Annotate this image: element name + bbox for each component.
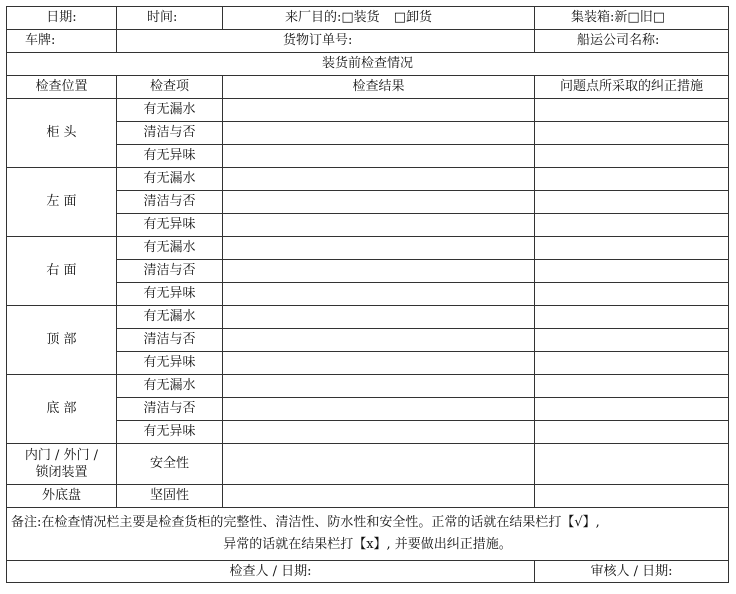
header-row-1 xyxy=(7,7,729,30)
note-cell xyxy=(7,508,729,561)
action-cell[interactable] xyxy=(535,260,729,283)
col-action: 问题点所采取的纠正措施 xyxy=(535,76,729,99)
reviewer-label: 审核人 / 日期: xyxy=(590,564,673,579)
door-action-cell[interactable] xyxy=(535,444,729,485)
check-item: 有无异味 xyxy=(117,145,223,168)
chassis-row xyxy=(7,485,729,508)
check-item: 有无异味 xyxy=(117,214,223,237)
result-cell[interactable] xyxy=(223,145,535,168)
door-position-line2: 锁闭装置 xyxy=(35,465,88,480)
signature-row xyxy=(7,561,729,583)
action-cell[interactable] xyxy=(535,375,729,398)
result-cell[interactable] xyxy=(223,260,535,283)
date-field[interactable] xyxy=(7,7,117,30)
result-cell[interactable] xyxy=(223,214,535,237)
action-cell[interactable] xyxy=(535,214,729,237)
note-line2: 异常的话就在结果栏打【x】, 并要做出纠正措施。 xyxy=(223,537,512,552)
action-cell[interactable] xyxy=(535,329,729,352)
door-row xyxy=(7,444,729,485)
section-title: 装货前检查情况 xyxy=(7,53,729,76)
check-item: 清洁与否 xyxy=(117,329,223,352)
result-cell[interactable] xyxy=(223,283,535,306)
chassis-position: 外底盘 xyxy=(7,485,117,508)
section-title-row xyxy=(7,53,729,76)
inspection-table xyxy=(6,6,729,583)
action-cell[interactable] xyxy=(535,283,729,306)
group-position: 柜 头 xyxy=(7,99,117,168)
result-cell[interactable] xyxy=(223,329,535,352)
chassis-action-cell[interactable] xyxy=(535,485,729,508)
purpose-field xyxy=(223,7,535,30)
chassis-result-cell[interactable] xyxy=(223,485,535,508)
action-cell[interactable] xyxy=(535,306,729,329)
col-position: 检查位置 xyxy=(7,76,117,99)
action-cell[interactable] xyxy=(535,99,729,122)
group-position: 底 部 xyxy=(7,375,117,444)
inspection-row xyxy=(7,375,729,398)
action-cell[interactable] xyxy=(535,191,729,214)
column-header-row xyxy=(7,76,729,99)
action-cell[interactable] xyxy=(535,421,729,444)
door-item: 安全性 xyxy=(117,444,223,485)
check-item: 清洁与否 xyxy=(117,122,223,145)
result-cell[interactable] xyxy=(223,421,535,444)
check-item: 有无漏水 xyxy=(117,237,223,260)
shipping-label: 船运公司名称: xyxy=(577,33,660,48)
action-cell[interactable] xyxy=(535,168,729,191)
shipping-field[interactable] xyxy=(535,30,729,53)
note-row xyxy=(7,508,729,561)
check-item: 有无异味 xyxy=(117,352,223,375)
result-cell[interactable] xyxy=(223,191,535,214)
door-position-line1: 内门 / 外门 / xyxy=(24,448,99,463)
group-position: 左 面 xyxy=(7,168,117,237)
date-label: 日期: xyxy=(46,10,77,25)
check-item: 有无漏水 xyxy=(117,375,223,398)
reviewer-field[interactable] xyxy=(535,561,729,583)
group-position: 右 面 xyxy=(7,237,117,306)
action-cell[interactable] xyxy=(535,352,729,375)
plate-label: 车牌: xyxy=(25,33,56,48)
col-result: 检查结果 xyxy=(223,76,535,99)
check-item: 有无漏水 xyxy=(117,168,223,191)
door-position xyxy=(7,444,117,485)
check-item: 清洁与否 xyxy=(117,191,223,214)
container-label: 集装箱: xyxy=(571,10,615,25)
col-item: 检查项 xyxy=(117,76,223,99)
time-label: 时间: xyxy=(147,10,178,25)
result-cell[interactable] xyxy=(223,168,535,191)
result-cell[interactable] xyxy=(223,122,535,145)
purpose-label: 来厂目的: xyxy=(285,10,342,25)
result-cell[interactable] xyxy=(223,237,535,260)
purpose-unload-checkbox[interactable]: □卸货 xyxy=(393,10,432,25)
result-cell[interactable] xyxy=(223,375,535,398)
result-cell[interactable] xyxy=(223,306,535,329)
check-item: 有无漏水 xyxy=(117,306,223,329)
inspection-row xyxy=(7,306,729,329)
action-cell[interactable] xyxy=(535,122,729,145)
action-cell[interactable] xyxy=(535,145,729,168)
inspection-form xyxy=(6,6,728,583)
result-cell[interactable] xyxy=(223,398,535,421)
plate-field[interactable] xyxy=(7,30,117,53)
check-item: 有无异味 xyxy=(117,421,223,444)
result-cell[interactable] xyxy=(223,352,535,375)
purpose-load-checkbox[interactable]: □装货 xyxy=(341,10,380,25)
container-field xyxy=(535,7,729,30)
result-cell[interactable] xyxy=(223,99,535,122)
check-item: 清洁与否 xyxy=(117,398,223,421)
inspection-row xyxy=(7,237,729,260)
header-row-2 xyxy=(7,30,729,53)
check-item: 清洁与否 xyxy=(117,260,223,283)
container-old-checkbox[interactable]: 旧□ xyxy=(639,10,665,25)
action-cell[interactable] xyxy=(535,237,729,260)
container-new-checkbox[interactable]: 新□ xyxy=(614,10,640,25)
action-cell[interactable] xyxy=(535,398,729,421)
check-item: 有无异味 xyxy=(117,283,223,306)
inspection-row xyxy=(7,99,729,122)
check-item: 有无漏水 xyxy=(117,99,223,122)
chassis-item: 坚固性 xyxy=(117,485,223,508)
inspection-row xyxy=(7,168,729,191)
note-line1: 备注:在检查情况栏主要是检查货柜的完整性、清洁性、防水性和安全性。正常的话就在结果栏打【√】, xyxy=(11,515,600,530)
door-result-cell[interactable] xyxy=(223,444,535,485)
order-label: 货物订单号: xyxy=(283,33,353,48)
inspector-label: 检查人 / 日期: xyxy=(229,564,312,579)
group-position: 顶 部 xyxy=(7,306,117,375)
order-field[interactable] xyxy=(117,30,535,53)
time-field[interactable] xyxy=(117,7,223,30)
inspector-field[interactable] xyxy=(7,561,535,583)
